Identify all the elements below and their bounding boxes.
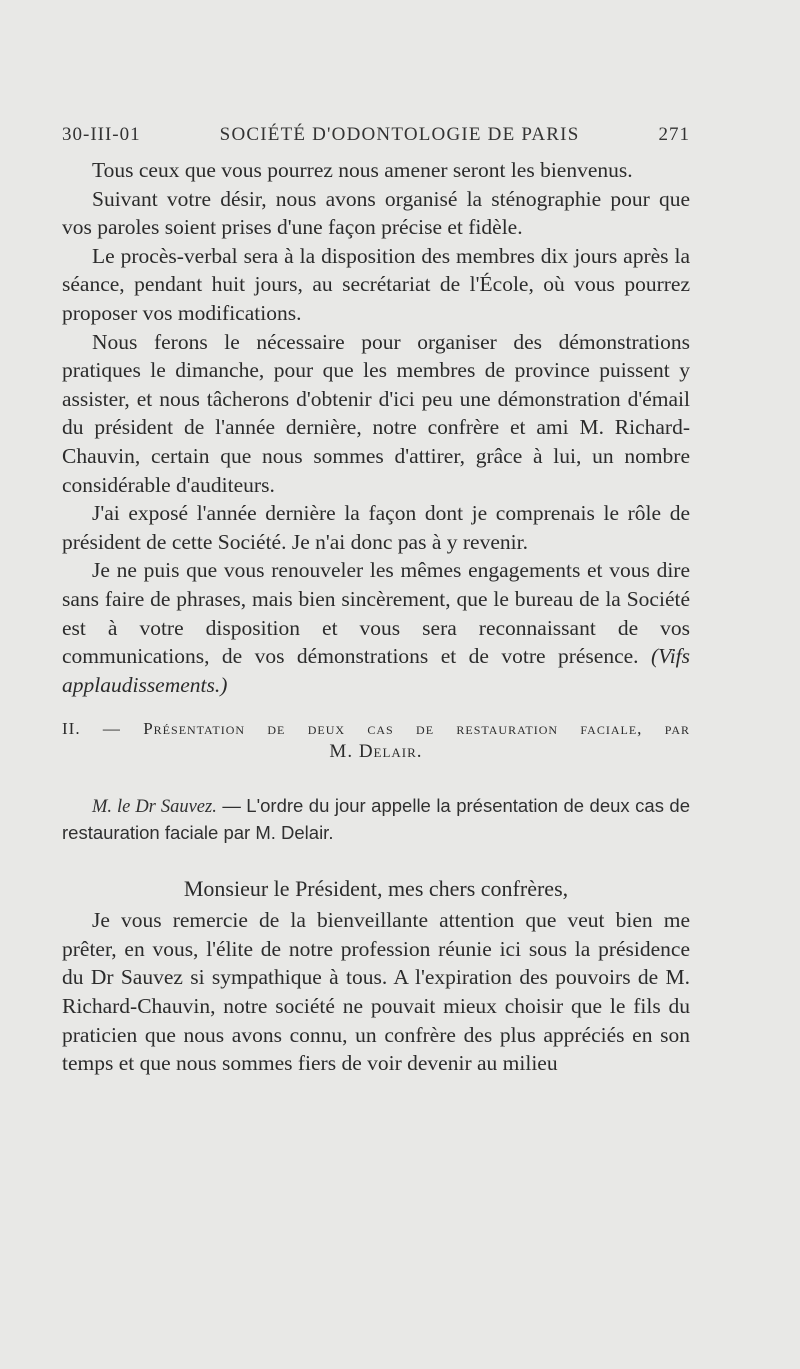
- applause-note: (Vifs applaudissements.): [62, 644, 691, 697]
- paragraph: Nous ferons le nécessaire pour organiser des démonstrations pratiques le dimanche, pour que les membres de province puissent y assister, et nous tâcherons d'obtenir d'ici peu une démonstration d'émail du président de l'année dernière, notre confrère et ami M. Richard-Chauvin, certain que nous sommes d'attirer, grâce à lui, un nombre considérable d'auditeurs.: [62, 329, 690, 497]
- closing-text: Je ne puis que vous renouveler les mêmes engagements et vous dire sans faire de phrases, mais bien sincèrement, que le bureau de la Société est à votre disposition et vous sera reconnaissant de vos communications, de vos démonstrations et de votre présence.: [62, 558, 690, 669]
- paragraph: Suivant votre désir, nous avons organisé la sténographie pour que vos paroles soient prises d'une façon précise et fidèle.: [62, 186, 690, 240]
- paragraph-final: Je vous remercie de la bienveillante attention que veut bien me prêter, en vous, l'élite de notre profession réunie ici sous la présidence du Dr Sauvez si sympathique à tous. A l'expiration des pouvoirs de M. Richard-Chauvin, notre société ne pouvait mieux choisir que le fils du praticien que nous avons connu, un confrère des plus appréciés en son temps et que nous sommes fiers de voir devenir au milieu: [62, 908, 690, 1076]
- header-date: 30-III-01: [62, 124, 141, 145]
- section-heading-line1: II. — Présentation de deux cas de restauration faciale, par: [62, 719, 690, 739]
- section-heading-line2: M. Delair.: [329, 741, 423, 763]
- sauvez-paragraph: [62, 793, 690, 846]
- paragraph: J'ai exposé l'année dernière la façon dont je comprenais le rôle de président de cette Société. Je n'ai donc pas à y revenir.: [62, 501, 690, 554]
- paragraph: Tous ceux que vous pourrez nous amener seront les bienvenus.: [92, 158, 633, 182]
- paragraph: Le procès-verbal sera à la disposition des membres dix jours après la séance, pendant huit jours, au secrétariat de l'École, où vous pourrez proposer vos modifications.: [62, 243, 690, 325]
- speaker-name: M. le Dr Sauvez.: [92, 797, 217, 818]
- page-number: 271: [658, 124, 690, 145]
- paragraph-closing: [62, 556, 690, 699]
- section-heading: [62, 717, 690, 763]
- sauvez-text: — L'ordre du jour appelle la présentation de deux cas de restauration faciale par M. Delair.: [62, 795, 691, 844]
- page-body: [62, 156, 690, 1078]
- salutation: Monsieur le Président, mes chers confrères,: [183, 876, 569, 902]
- running-header: [62, 124, 690, 146]
- header-title: SOCIÉTÉ D'ODONTOLOGIE DE PARIS: [219, 124, 580, 145]
